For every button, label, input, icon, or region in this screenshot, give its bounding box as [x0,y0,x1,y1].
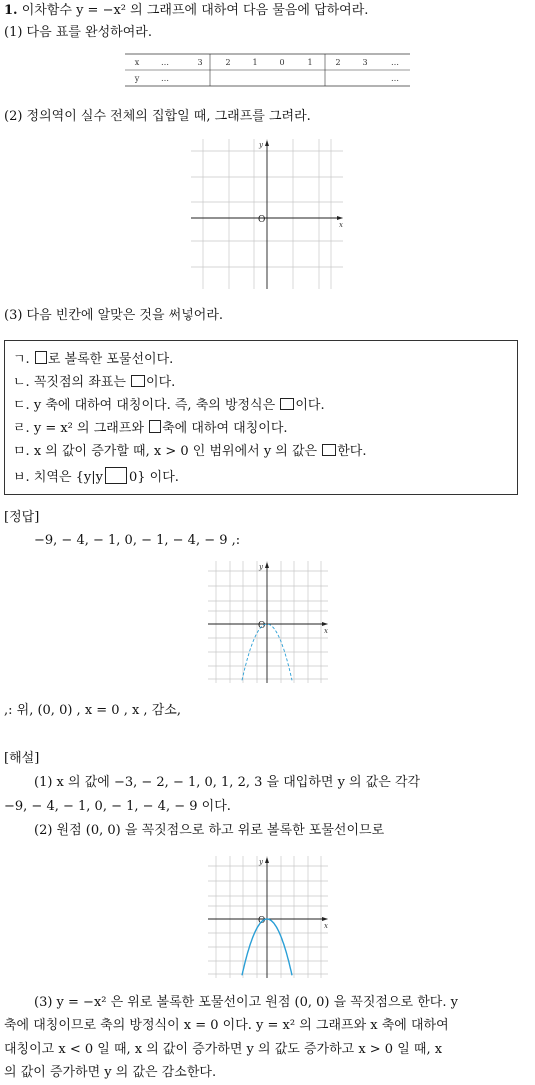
answer-line2: ,: 위, (0, 0) , x = 0 , x , 감소, [4,703,181,718]
x-axis-label: x [339,221,343,229]
question-2: (2) 정의역이 실수 전체의 집합일 때, 그래프를 그려라. [4,109,311,124]
item-a: ㄱ. 로 볼록한 포물선이다. [13,352,174,367]
x-axis-arrow [322,917,328,921]
answer-graph [208,561,328,683]
table-cell-x: 3 [197,58,203,67]
item-f: ㅂ. 치역은 {y|y 0} 이다. [13,467,179,487]
blank-box[interactable] [322,444,336,456]
blank-box[interactable] [280,398,294,410]
blank-box[interactable] [149,420,161,433]
solution-p3-line3: 대칭이고 x < 0 일 때, x 의 값이 증가하면 y 의 값도 증가하고 x > 0 일 때, x [4,1042,443,1057]
solution-p1-line1: (1) x 의 값에 −3, − 2, − 1, 0, 1, 2, 3 을 대입하면 y 의 값은 각각 [34,775,421,790]
solution-graph [208,856,328,978]
table-cell-x: 3 [362,58,368,67]
item-e: ㅁ. x 의 값이 증가할 때, x > 0 인 범위에서 y 의 값은 한다. [13,444,367,459]
x-axis-arrow [322,622,328,626]
y-axis-arrow [265,562,269,568]
table-cell-x: 0 [279,58,285,67]
solution-heading: [해설] [4,751,40,766]
y-axis-label: y [259,858,263,866]
y-axis-label: y [259,141,263,149]
blank-box[interactable] [35,351,47,364]
solution-p3-line1: (3) y = −x² 은 위로 볼록한 포물선이고 원점 (0, 0) 을 꼭짓점으로 한다. y [34,995,458,1010]
grid-lines [208,561,328,683]
answer-values: −9, − 4, − 1, 0, − 1, − 4, − 9 ,: [34,533,241,548]
table-cell-x: 2 [335,58,341,67]
table-cell-y: y [134,74,140,83]
table-cell-x: 2 [225,58,231,67]
problem-number: 1. [4,3,18,18]
blank-box[interactable] [105,467,127,484]
origin-label: O [258,916,266,926]
question-3: (3) 다음 빈칸에 알맞은 것을 써넣어라. [4,308,224,323]
solution-p2: (2) 원점 (0, 0) 을 꼭짓점으로 하고 위로 볼록한 포물선이므로 [34,823,385,838]
empty-coordinate-grid [191,139,343,289]
item-b: ㄴ. 꼭짓점의 좌표는 이다. [13,375,176,390]
item-c: ㄷ. y 축에 대하여 대칭이다. 즉, 축의 방정식은 이다. [13,398,325,413]
solution-p3-line2: 축에 대칭이므로 축의 방정식이 x = 0 이다. y = x² 의 그래프와 x 축에 대하여 [4,1018,449,1033]
y-axis-arrow [265,857,269,863]
origin-label: O [258,621,266,631]
grid-lines [208,856,328,978]
x-axis-label: x [324,922,328,930]
table-cell-x: 1 [252,58,258,67]
fill-in-box [4,340,518,495]
table-cell-x: x [134,58,140,67]
origin-label: O [258,215,266,225]
table-cell-x: … [161,58,169,67]
solution-p1-line2: −9, − 4, − 1, 0, − 1, − 4, − 9 이다. [4,799,231,814]
y-axis-label: y [259,563,263,571]
table-cell-y: … [161,74,169,83]
solution-p3-line4: 의 값이 증가하면 y 의 값은 감소한다. [4,1065,217,1080]
y-axis-arrow [265,140,269,146]
answer-heading: [정답] [4,510,40,525]
table-cell-x: 1 [307,58,313,67]
problem-stem-line [4,2,368,20]
item-d: ㄹ. y = x² 의 그래프와 축에 대하여 대칭이다. [13,421,288,436]
question-1: (1) 다음 표를 완성하여라. [4,25,152,40]
table-cell-x: … [391,58,399,67]
problem-stem: 이차함수 y = −x² 의 그래프에 대하여 다음 물음에 답하여라. [21,3,369,18]
x-axis-label: x [324,627,328,635]
x-axis-arrow [337,216,343,220]
blank-box[interactable] [131,375,145,387]
table-cell-y: … [391,74,399,83]
value-table [125,52,410,90]
